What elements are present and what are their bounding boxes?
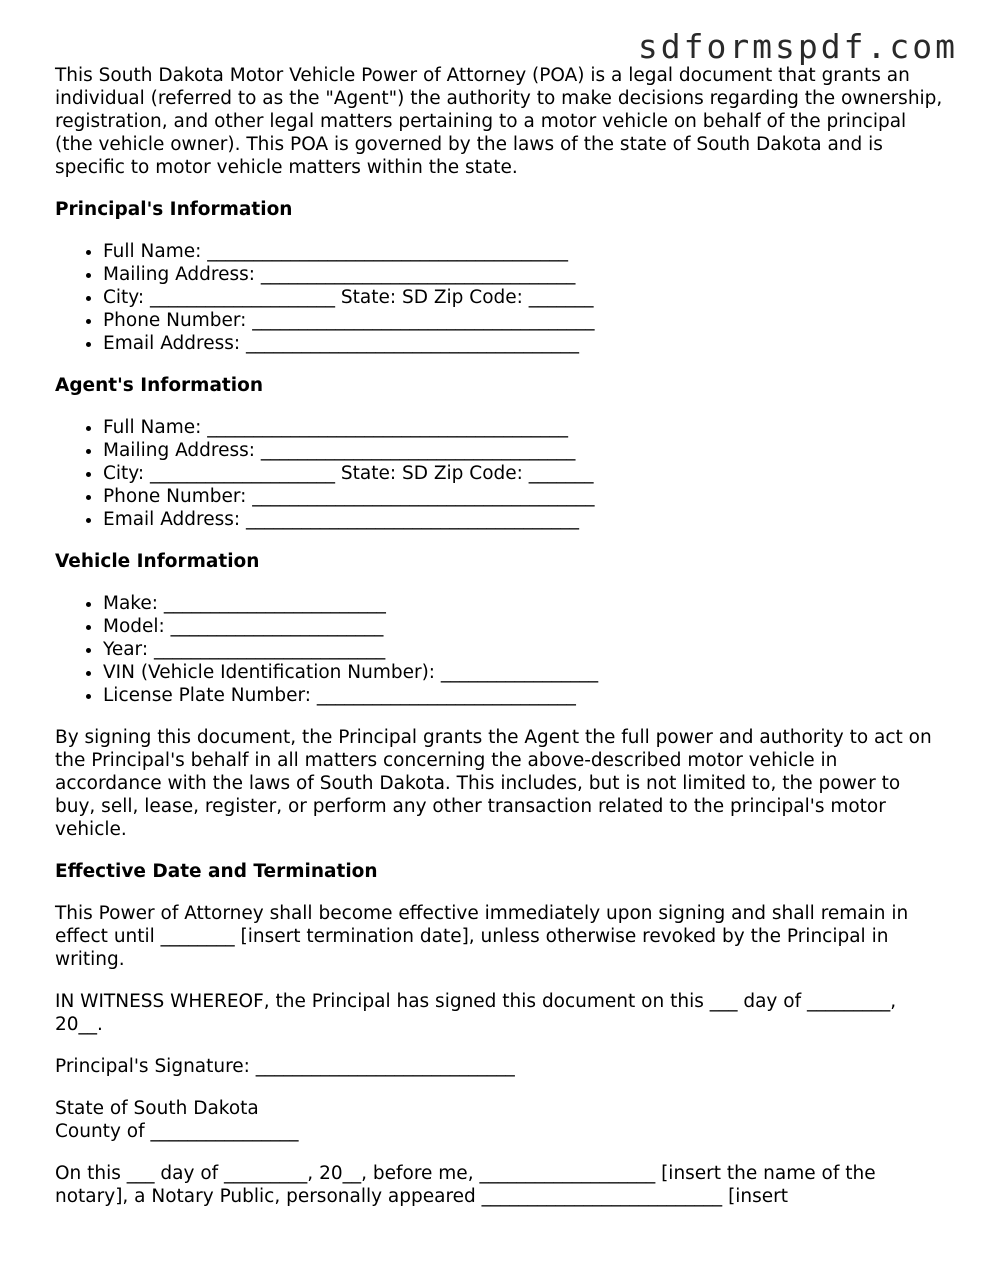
witness-paragraph: IN WITNESS WHEREOF, the Principal has signed this document on this ___ day of _________, 20__. <box>55 991 897 1035</box>
agent-city-state-zip: • City: ____________________ State: SD Zip Code: _______ <box>103 462 945 485</box>
notary-paragraph: On this ___ day of _________, 20__, before me, ___________________ [insert the name of the notary], a Notary Public, personally appeared __________________________ [insert <box>55 1163 876 1207</box>
vehicle-license-plate: • License Plate Number: ____________________________ <box>103 684 945 707</box>
principal-mailing-address: • Mailing Address: __________________________________ <box>103 263 945 286</box>
principal-full-name: • Full Name: _______________________________________ <box>103 240 945 263</box>
watermark-logo: sdformspdf.com <box>637 27 958 66</box>
agent-email: • Email Address: ____________________________________ <box>103 508 945 531</box>
principal-heading: Principal's Information <box>55 199 293 220</box>
intro-paragraph: This South Dakota Motor Vehicle Power of Attorney (POA) is a legal document that grants an individual (referred to as the "Agent") the authority to make decisions regarding the ownership, registration, and other legal matters pertaining to a motor vehicle on behalf of the principal (the vehicle owner). This POA is governed by the laws of the state of South Dakota and is specific to motor vehicle matters within the state. <box>55 65 943 178</box>
vehicle-year: • Year: _________________________ <box>103 638 945 661</box>
agent-full-name: • Full Name: _______________________________________ <box>103 416 945 439</box>
vehicle-heading: Vehicle Information <box>55 551 260 572</box>
principal-city-state-zip: • City: ____________________ State: SD Zip Code: _______ <box>103 286 945 309</box>
vehicle-fields <box>55 592 945 707</box>
county-line: County of ________________ <box>55 1121 299 1142</box>
venue-block <box>55 1097 945 1143</box>
signature-block <box>55 990 945 1208</box>
principal-signature-line: Principal's Signature: ____________________________ <box>55 1056 515 1077</box>
vehicle-model: • Model: _______________________ <box>103 615 945 638</box>
principal-fields <box>55 240 945 355</box>
vehicle-make: • Make: ________________________ <box>103 592 945 615</box>
principal-phone: • Phone Number: _____________________________________ <box>103 309 945 332</box>
agent-phone: • Phone Number: _____________________________________ <box>103 485 945 508</box>
principal-email: • Email Address: ____________________________________ <box>103 332 945 355</box>
agent-fields <box>55 416 945 531</box>
state-line: State of South Dakota <box>55 1098 259 1119</box>
agent-heading: Agent's Information <box>55 375 263 396</box>
vehicle-vin: • VIN (Vehicle Identification Number): _________________ <box>103 661 945 684</box>
grant-paragraph: By signing this document, the Principal grants the Agent the full power and authority to act on the Principal's behalf in all matters concerning the above-described motor vehicle in accordance with the laws of South Dakota. This includes, but is not limited to, the power to buy, sell, lease, register, or perform any other transaction related to the principal's motor vehicle. <box>55 727 932 840</box>
document-body <box>55 64 945 1227</box>
agent-mailing-address: • Mailing Address: __________________________________ <box>103 439 945 462</box>
effective-paragraph: This Power of Attorney shall become effective immediately upon signing and shall remain in effect until ________ [insert termination date], unless otherwise revoked by the Principal in writing. <box>55 903 909 970</box>
effective-heading: Effective Date and Termination <box>55 861 378 882</box>
